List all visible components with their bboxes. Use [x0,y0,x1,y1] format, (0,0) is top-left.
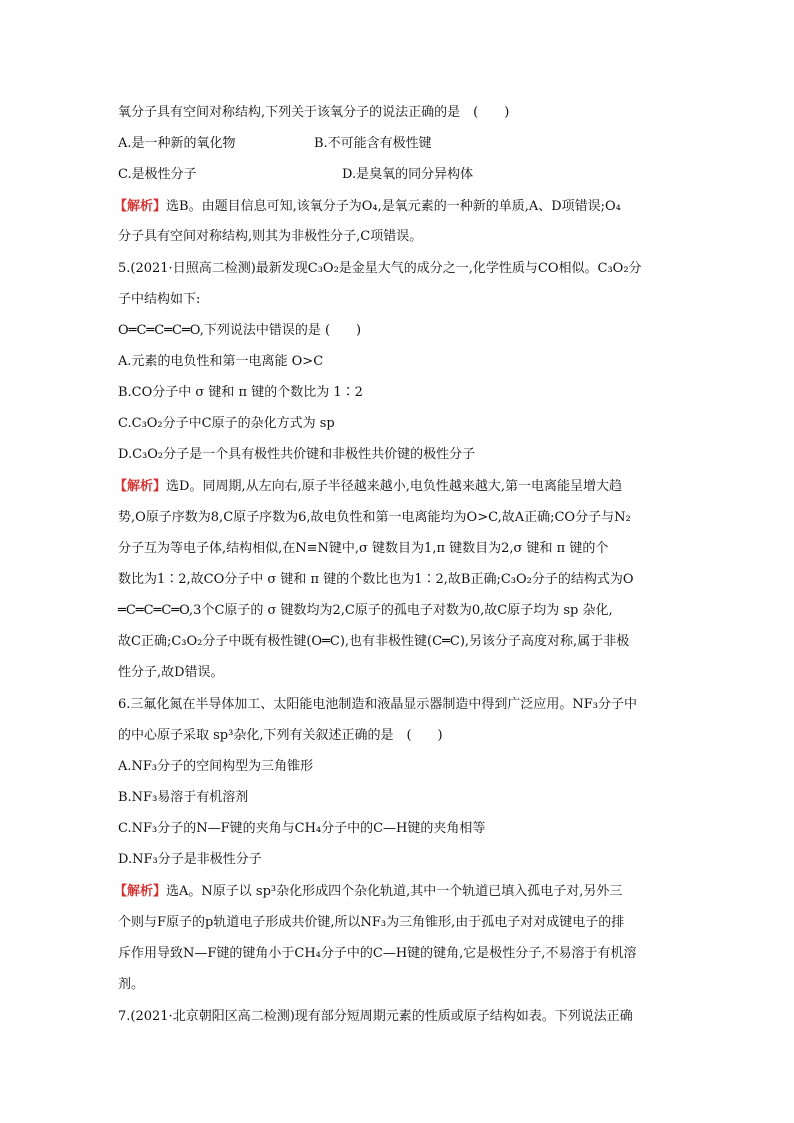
q6-analysis-line-3: 斥作用导致N—F键的键角小于CH₄分子中的C—H键的键角,它是极性分子,不易溶于有机溶 [118,946,637,961]
q6-analysis-line-2: 个则与F原子的p轨道电子形成共价键,所以NF₃为三角锥形,由于孤电子对对成键电子的排 [118,915,625,930]
q5-stem-line-1: 5.(2021·日照高二检测)最新发现C₃O₂是金星大气的成分之一,化学性质与CO相似。C₃O₂分 [118,261,642,276]
analysis-tag: 【解析】 [114,479,167,494]
q7-stem-line-1: 7.(2021·北京朝阳区高二检测)现有部分短周期元素的性质或原子结构如表。下列说法正确 [118,1009,633,1024]
q6-analysis-line-4: 剂。 [118,977,145,992]
q5-stem-line-2: 子中结构如下: [118,292,201,307]
q5-analysis-line-4: 数比为1∶2,故CO分子中 σ 键和 π 键的个数比也为1∶2,故B正确;C₃O₂分子的结构式为O [118,572,634,587]
q4-analysis-line-2: 分子具有空间对称结构,则其为非极性分子,C项错误。 [118,229,423,244]
analysis-tag: 【解析】 [114,199,167,214]
q5-option-d: D.C₃O₂分子是一个具有极性共价键和非极性共价键的极性分子 [118,447,476,462]
q4-option-c: C.是极性分子 [118,167,197,182]
q5-analysis-line-7: 性分子,故D错误。 [118,665,224,680]
q6-option-d: D.NF₃分子是非极性分子 [118,852,262,867]
q6-analysis-line-1 [114,883,622,901]
q5-option-b: B.CO分子中 σ 键和 π 键的个数比为 1∶2 [118,385,363,400]
q5-option-a: A.元素的电负性和第一电离能 O>C [118,354,324,369]
q4-option-a: A.是一种新的氧化物 [118,136,236,151]
q5-analysis-line-5: ═C═C═C═O,3个C原子的 σ 键数均为2,C原子的孤电子对数为0,故C原子均为 sp 杂化, [118,603,613,618]
q5-analysis-line-2: 势,O原子序数为8,C原子序数为6,故电负性和第一电离能均为O>C,故A正确;CO分子与N₂ [118,510,631,525]
q6-stem-line-1: 6.三氟化氮在半导体加工、太阳能电池制造和液晶显示器制造中得到广泛应用。NF₃分子中 [118,697,638,712]
analysis-tag: 【解析】 [114,884,167,899]
q4-stem: 氧分子具有空间对称结构,下列关于该氧分子的说法正确的是 ( ) [118,105,510,120]
q5-option-c: C.C₃O₂分子中C原子的杂化方式为 sp [118,416,335,431]
q4-analysis-line-1 [114,198,621,216]
q5-analysis-line-3: 分子互为等电子体,结构相似,在N≡N键中,σ 键数目为1,π 键数目为2,σ 键和 π 键的个 [118,541,609,556]
analysis-text: 选D。同周期,从左向右,原子半径越来越小,电负性越来越大,第一电离能呈增大趋 [166,479,622,494]
q4-option-b: B.不可能含有极性键 [314,136,432,151]
q5-analysis-line-1 [114,478,622,496]
q6-option-c: C.NF₃分子的N—F键的夹角与CH₄分子中的C—H键的夹角相等 [118,821,486,836]
q6-option-a: A.NF₃分子的空间构型为三角锥形 [118,759,314,774]
q5-analysis-line-6: 故C正确;C₃O₂分子中既有极性键(O═C),也有非极性键(C═C),另该分子高度对称,属于非极 [118,634,630,649]
analysis-text: 选A。N原子以 sp³杂化形成四个杂化轨道,其中一个轨道已填入孤电子对,另外三 [166,884,623,899]
analysis-text: 选B。由题目信息可知,该氧分子为O₄,是氧元素的一种新的单质,A、D项错误;O₄ [166,199,621,214]
q4-option-d: D.是臭氧的同分异构体 [342,167,474,182]
q5-stem-line-3: O═C═C═C═O,下列说法中错误的是 ( ) [118,323,362,338]
q6-stem-line-2: 的中心原子采取 sp³杂化,下列有关叙述正确的是 ( ) [118,728,443,743]
q6-option-b: B.NF₃易溶于有机溶剂 [118,790,249,805]
